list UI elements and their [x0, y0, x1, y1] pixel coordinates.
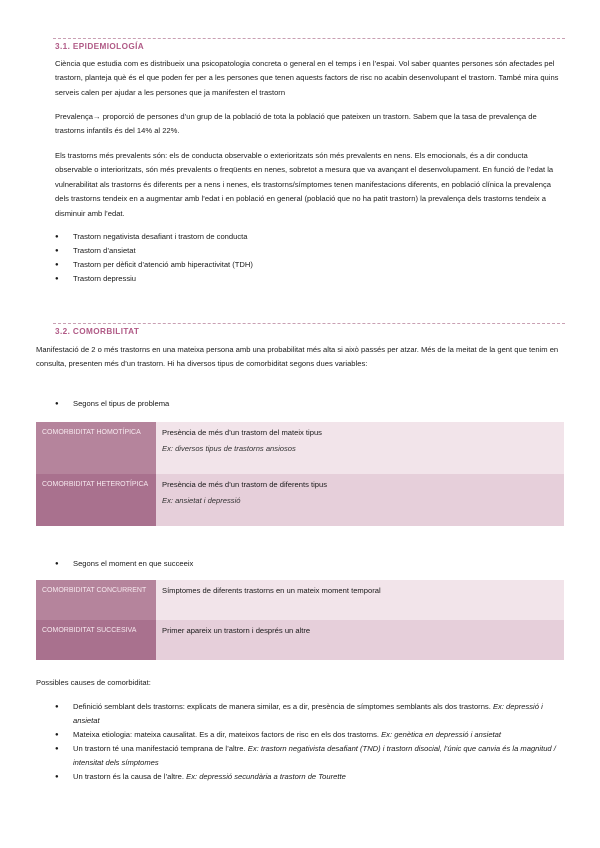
- table-row: [36, 422, 564, 474]
- table-row-example: Ex: ansietat i depressió: [162, 496, 241, 505]
- section-divider: [53, 38, 565, 39]
- cause-text: Un trastorn és la causa de l’altre.: [73, 772, 187, 781]
- cause-text: Definició semblant dels trastorns: explicats de manera similar, es a dir, presència de símptomes semblants als dos trastorns.: [73, 702, 493, 711]
- list-item: ● Trastorn per dèficit d’atenció amb hiperactivitat (TDH): [55, 258, 253, 272]
- table-row-text: Presència de més d’un trastorn del mateix tipus: [162, 428, 322, 437]
- comorbidity-moment-table: [36, 580, 564, 660]
- cause-example: Ex: depressió i ansietat: [73, 702, 543, 725]
- table-row-text: Primer apareix un trastorn i després un altre: [156, 620, 564, 660]
- table-row-label: COMORBIDITAT HOMOTÍPICA: [36, 422, 156, 474]
- table-row-text: Presència de més d’un trastorn de diferents tipus: [162, 480, 328, 489]
- table-row-content: [156, 474, 564, 526]
- cause-example: Ex: depressió secundària a trastorn de Tourette: [186, 772, 346, 781]
- causes-title: Possibles causes de comorbiditat:: [36, 678, 151, 687]
- table-row: [36, 474, 564, 526]
- cause-example: Ex: genètica en depressió i ansietat: [381, 730, 501, 739]
- criterion-list-problem: [55, 397, 169, 411]
- table-row-label: COMORBIDITAT SUCCESIVA: [36, 620, 156, 660]
- comorbidity-type-table: [36, 422, 564, 526]
- table-row-text: Símptomes de diferents trastorns en un mateix moment temporal: [156, 580, 564, 620]
- comorbilitat-intro: Manifestació de 2 o més trastorns en una mateixa persona amb una probabilitat més alta si això passés per atzar. Més de la meitat de la gent que tenim en consulta, presenten més d’un trastorn. Hi ha diversos tipus de comorbiditat segons dues variables:: [36, 345, 559, 369]
- table-row: [36, 580, 564, 620]
- list-item: ● Segons el tipus de problema: [55, 397, 169, 411]
- criterion-list-moment: [55, 557, 193, 571]
- list-item: ● Trastorn negativista desafiant i trastorn de conducta: [55, 230, 253, 244]
- list-item: ● Trastorn d’ansietat: [55, 244, 253, 258]
- section-heading-comorbilitat: 3.2. COMORBILITAT: [55, 327, 140, 336]
- list-item: ● Segons el moment en que succeeix: [55, 557, 193, 571]
- table-row: [36, 620, 564, 660]
- table-row-label: COMORBIDITAT HETEROTÍPICA: [36, 474, 156, 526]
- prevalent-disorders-list: [55, 230, 253, 286]
- table-row-content: [156, 422, 564, 474]
- table-row-example: Ex: diversos tipus de trastorns ansiosos: [162, 444, 296, 453]
- cause-text: Un trastorn té una manifestació temprana de l’altre.: [73, 744, 248, 753]
- most-prevalent-paragraph: Els trastorns més prevalents són: els de conducta observable o exterioritzats són més prevalents en nens. Els emocionals, és a dir conducta observable o interioritzats, són més prevalents o freqüents en nenes, sobretot a mesura que va avançant el desenvolupament. En funció de l’edat la vulnerabilitat als trastorns és diferents per a nens i nenes, els trastorns/símptomes tenen manifestacions diferents, en població clínica la prevalença dels trastorns tendeix en a augmentar amb l’edat i en població en general (població que no ha patit trastorn) la prevalença dels trastorns tendeix a disminuir amb l’edat.: [55, 151, 554, 218]
- list-item: ● Trastorn depressiu: [55, 272, 253, 286]
- causes-list: [55, 700, 565, 784]
- section-heading-epidemiologia: 3.1. EPIDEMIOLOGÍA: [55, 42, 145, 51]
- cause-text: Mateixa etiologia: mateixa causalitat. Es a dir, mateixos factors de risc en els dos trastorns.: [73, 730, 382, 739]
- list-item: [55, 742, 565, 770]
- section-divider: [53, 323, 565, 324]
- prevalence-paragraph: Prevalença→ proporció de persones d’un grup de la població de tota la població que pateixen un trastorn. Sabem que la tasa de prevalença de trastorns infantils és del 14% al 22%.: [55, 112, 537, 136]
- cause-example: Ex: trastorn negativista desafiant (TND) i trastorn disocial, l’únic que canvia és la magnitud / intensitat dels símptomes: [73, 744, 556, 767]
- epidemiologia-intro: Ciència que estudia com es distribueix una psicopatologia concreta o general en el temps i en l’espai. Vol saber quantes persones són afectades pel trastorn, planteja què és el que poden fer per a les persones que tenen aquests factors de risc no acabin desenvolupant el trastorn. També mira quins serveis calen per ajudar a les persones que ja manifesten el trastorn: [55, 59, 559, 97]
- list-item: [55, 700, 565, 728]
- table-row-label: COMORBIDITAT CONCURRENT: [36, 580, 156, 620]
- list-item: [55, 728, 565, 742]
- list-item: [55, 770, 565, 784]
